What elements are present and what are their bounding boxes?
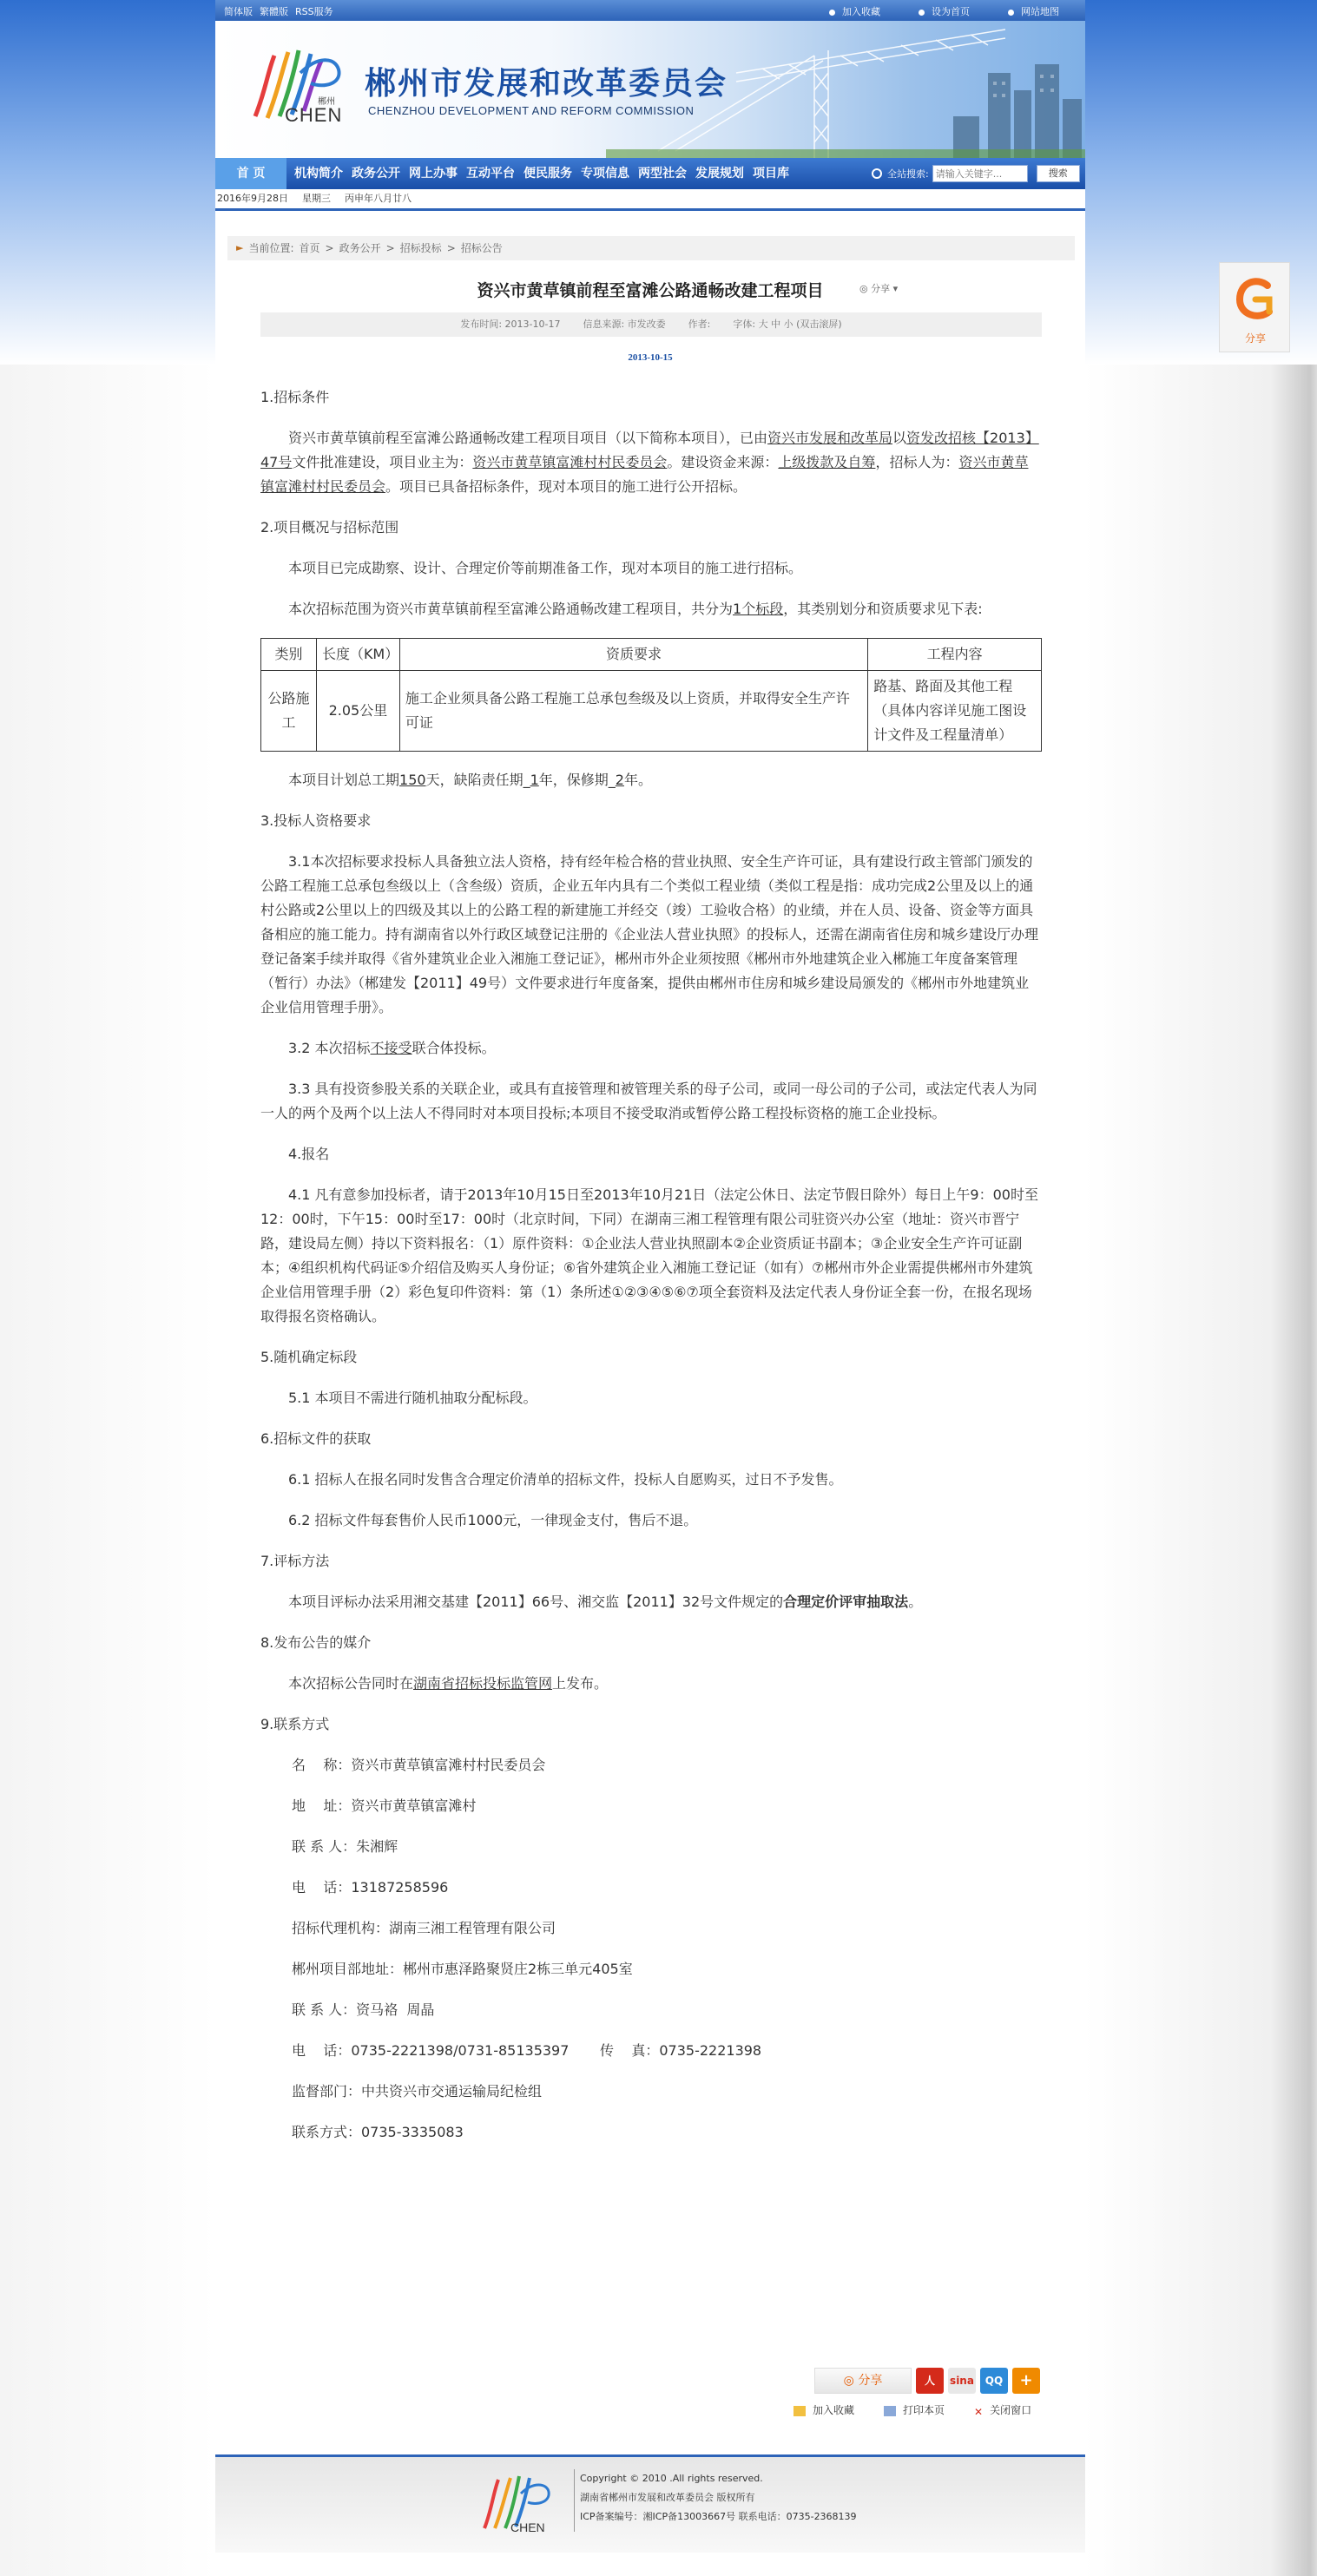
nav-interaction[interactable]: 互动平台	[466, 167, 515, 181]
top-utility-bar	[215, 0, 1085, 21]
table-header-cell: 资质要求	[399, 639, 867, 671]
floating-share-label: 分享	[1244, 332, 1266, 345]
contact-line: 电 话：0735-2221398/0731-85135397 传 真：0735-2221398	[292, 2042, 762, 2059]
lang-simplified-link[interactable]: 简体版	[224, 6, 253, 17]
sky-gradient-left	[0, 0, 215, 365]
article-meta	[260, 312, 1042, 337]
utility-links	[829, 4, 1059, 18]
favorite-icon	[793, 2406, 806, 2416]
search-label: 全站搜索:	[887, 168, 929, 180]
contact-line: 电 话：13187258596	[292, 1879, 449, 1896]
site-subtitle: CHENZHOU DEVELOPMENT AND REFORM COMMISSION	[368, 104, 695, 117]
paragraph: 本次招标公告同时在湖南省招标投标监管网上发布。	[288, 1675, 609, 1692]
page-actions	[793, 2402, 1031, 2417]
sitemap-link[interactable]: 网站地图	[1008, 4, 1059, 18]
breadcrumb-gov-affairs[interactable]: 政务公开	[339, 242, 381, 254]
article-body	[260, 385, 1042, 2161]
section-title: 8.发布公告的媒介	[260, 1634, 372, 1651]
section-title: 9.联系方式	[260, 1716, 330, 1732]
lunar-date: 丙申年八月廿八	[345, 193, 412, 204]
nav-special-info[interactable]: 专项信息	[581, 167, 629, 181]
floating-share-widget[interactable]	[1219, 262, 1290, 352]
section-title: 1.招标条件	[260, 389, 330, 405]
header-banner	[215, 21, 1085, 158]
rss-link[interactable]: RSS服务	[295, 6, 333, 17]
paragraph: 3.2 本次招标不接受联合体投标。	[288, 1040, 496, 1056]
paragraph: 本项目评标办法采用湘交基建【2011】66号、湘交监【2011】32号文件规定的合理定价评审抽取法。	[288, 1594, 923, 1610]
logo-text: CHEN	[285, 104, 343, 126]
table-header-cell: 工程内容	[868, 639, 1042, 671]
bullet-icon	[829, 10, 835, 16]
page-container	[215, 0, 1085, 2576]
contact-line: 联 系 人：朱湘辉	[292, 1838, 398, 1855]
table-cell: 2.05公里	[316, 671, 399, 752]
sina-weibo-share-icon[interactable]: sina	[948, 2368, 976, 2394]
qualification-table	[260, 638, 1042, 752]
contact-line: 地 址：资兴市黄草镇富滩村	[292, 1797, 477, 1814]
print-button[interactable]: 打印本页	[884, 2402, 945, 2417]
language-links	[224, 4, 333, 18]
share-button[interactable]: ◎ 分享	[814, 2368, 912, 2394]
section-title: 2.项目概况与招标范围	[260, 519, 399, 536]
paragraph: 本项目计划总工期150天，缺陷责任期_1年，保修期_2年。	[288, 772, 652, 788]
paragraph: 3.1本次招标要求投标人具备独立法人资格，持有经年检合格的营业执照、安全生产许可证，具有建设行政主管部门颁发的公路工程施工总承包叁级以上（含叁级）资质，企业五年内具有二个类似工程业绩（类似工程是指：成功完成2公里及以上的通村公路或2公里以上的四级及其以上的公路工程的新建施工并经交（竣）工验收合格）的业绩，并在人员、设备、资金等方面具备相应的施工能力。持有湖南省以外行政区域登记注册的《企业法人营业执照》的投标人，还需在湖南省住房和城乡建设厅办理登记备案手续并取得《省外建筑业企业入湘施工登记证》，郴州市外企业须按照《郴州市外地建筑企业入郴施工年度备案管理（暂行）办法》（郴建发【2011】49号）文件要求进行年度备案，提供由郴州市住房和城乡建设局颁发的《郴州市外地建筑业企业信用管理手册》。	[260, 853, 1039, 1015]
nav-planning[interactable]: 发展规划	[695, 167, 744, 181]
close-icon: ✕	[974, 2405, 984, 2418]
header-divider	[215, 208, 1085, 211]
breadcrumb	[227, 236, 1075, 260]
table-cell: 公路施工	[261, 671, 317, 752]
footer-logo-icon	[476, 2468, 571, 2537]
search-icon	[872, 168, 882, 179]
publish-time: 发布时间: 2013-10-17	[460, 319, 561, 330]
table-header-cell: 类别	[261, 639, 317, 671]
nav-public-services[interactable]: 便民服务	[524, 167, 572, 181]
logo-city-text: 郴州	[318, 97, 335, 107]
footer-copyright: Copyright © 2010 .All rights reserved.	[580, 2473, 763, 2484]
section-title: 3.投标人资格要求	[260, 812, 372, 829]
search-input[interactable]	[932, 165, 1028, 182]
nav-gov-affairs[interactable]: 政务公开	[352, 167, 400, 181]
paragraph: 资兴市黄草镇前程至富滩公路通畅改建工程项目项目（以下简称本项目），已由资兴市发展和改革局以资发改招核【2013】47号文件批准建设，项目业主为：资兴市黄草镇富滩村村民委员会。建设资金来源：上级拨款及自筹，招标人为：资兴市黄草镇富滩村村民委员会。项目已具备招标条件，现对本项目的施工进行公开招标。	[260, 430, 1039, 495]
breadcrumb-sep: >	[325, 242, 334, 254]
section-title: 4.报名	[288, 1146, 330, 1162]
info-source: 信息来源: 市发改委	[583, 319, 666, 330]
paragraph: 3.3 具有投资参股关系的关联企业，或具有直接管理和被管理关系的母子公司，或同一母公司的子公司，或法定代表人为同一人的两个及两个以上法人不得同时对本项目投标;本项目不接受取消或暂停公路工程投标资格的施工企业投标。	[260, 1081, 1037, 1121]
print-icon	[884, 2406, 896, 2416]
more-share-icon[interactable]: +	[1012, 2368, 1040, 2394]
breadcrumb-sep: >	[446, 242, 456, 254]
section-title: 6.招标文件的获取	[260, 1430, 372, 1447]
footer-separator	[574, 2469, 575, 2532]
paragraph: 本次招标范围为资兴市黄草镇前程至富滩公路通畅改建工程项目，共分为1个标段，其类别划分和资质要求见下表:	[288, 601, 983, 617]
section-title: 5.随机确定标段	[260, 1349, 358, 1365]
table-row	[261, 671, 1042, 752]
renren-share-icon[interactable]: 人	[916, 2368, 944, 2394]
nav-two-type-society[interactable]: 两型社会	[638, 167, 687, 181]
current-date: 2016年9月28日	[217, 193, 288, 204]
nav-home[interactable]: 首 页	[215, 158, 286, 189]
bullet-icon	[1008, 10, 1014, 16]
add-favorite-button[interactable]: 加入收藏	[793, 2402, 854, 2417]
footer-text	[580, 2469, 857, 2527]
table-header-cell: 长度（KM）	[316, 639, 399, 671]
share-bar	[814, 2368, 1042, 2394]
site-search	[872, 165, 1080, 182]
article-date: 2013-10-15	[628, 352, 673, 363]
site-title: 郴州市发展和改革委员会	[365, 66, 728, 102]
city-crane-illustration-icon	[606, 21, 1085, 158]
table-cell: 路基、路面及其他工程（具体内容详见施工图设计文件及工程量清单）	[868, 671, 1042, 752]
paragraph: 本项目已完成勘察、设计、合理定价等前期准备工作，现对本项目的施工进行招标。	[288, 560, 803, 576]
share-logo-icon	[1229, 273, 1281, 325]
add-favorite-link[interactable]: 加入收藏	[829, 4, 880, 18]
breadcrumb-bidding[interactable]: 招标投标	[399, 242, 442, 254]
nav-items	[215, 158, 793, 189]
hunan-bidding-link[interactable]: 湖南省招标投标监管网	[413, 1675, 553, 1692]
contact-line: 招标代理机构：湖南三湘工程管理有限公司	[292, 1920, 556, 1936]
page-background-left	[0, 0, 215, 2576]
current-weekday: 星期三	[302, 193, 331, 204]
search-button[interactable]: 搜索	[1037, 165, 1080, 182]
paragraph: 5.1 本项目不需进行随机抽取分配标段。	[288, 1390, 537, 1406]
contact-line: 名 称：资兴市黄草镇富滩村村民委员会	[292, 1757, 546, 1773]
paragraph: 6.2 招标文件每套售价人民币1000元，一律现金支付，售后不退。	[288, 1512, 698, 1528]
contact-line: 监督部门：中共资兴市交通运输局纪检组	[292, 2083, 543, 2100]
article-title: 资兴市黄草镇前程至富滩公路通畅改建工程项目	[477, 281, 824, 300]
table-cell: 施工企业须具备公路工程施工总承包叁级及以上资质，并取得安全生产许可证	[399, 671, 867, 752]
footer	[215, 2457, 1085, 2553]
contact-line: 郴州项目部地址：郴州市惠泽路聚贤庄2栋三单元405室	[292, 1961, 633, 1977]
paragraph: 6.1 招标人在报名同时发售含合理定价清单的招标文件，投标人自愿购买，过日不予发售。	[288, 1471, 843, 1488]
page-background-right	[1084, 0, 1317, 2576]
author: 作者:	[688, 319, 711, 330]
footer-icp: ICP备案编号：湘ICP备13003667号 联系电话：0735-2368139	[580, 2511, 857, 2522]
footer-owner: 湖南省郴州市发展和改革委员会 版权所有	[580, 2492, 755, 2503]
nav-about[interactable]: 机构简介	[294, 167, 343, 181]
breadcrumb-sep: >	[385, 242, 395, 254]
section-title: 7.评标方法	[260, 1553, 330, 1569]
article-share-link[interactable]: ◎ 分享 ▾	[859, 283, 899, 294]
nav-online-services[interactable]: 网上办事	[409, 167, 458, 181]
date-bar	[215, 189, 1085, 208]
main-nav	[215, 158, 1085, 189]
breadcrumb-notice[interactable]: 招标公告	[460, 242, 503, 254]
contact-line: 联 系 人：资马袼 周晶	[292, 2001, 435, 2018]
breadcrumb-home[interactable]: 首页	[299, 242, 320, 254]
breadcrumb-prefix: 当前位置:	[248, 242, 294, 254]
font-size-controls[interactable]: 字体: 大 中 小 (双击滚屏)	[733, 319, 842, 330]
qq-share-icon[interactable]: QQ	[980, 2368, 1008, 2394]
contact-line: 联系方式：0735-3335083	[292, 2124, 464, 2140]
table-header-row	[261, 639, 1042, 671]
lang-traditional-link[interactable]: 繁體版	[260, 6, 288, 17]
close-window-button[interactable]: ✕ 关闭窗口	[974, 2404, 1032, 2418]
breadcrumb-arrow-icon: ►	[236, 242, 244, 253]
paragraph: 4.1 凡有意参加投标者，请于2013年10月15日至2013年10月21日（法定公休日、法定节假日除外）每日上午9：00时至12：00时，下午15：00时至17：00时（北京时间，下同）在湖南三湘工程管理有限公司驻资兴办公室（地址：资兴市晋宁路，建设局左侧）持以下资料报名：（1）原件资料：①企业法人营业执照副本②企业资质证书副本；③企业安全生产许可证副本；④组织机构代码证⑤介绍信及购买人身份证；⑥省外建筑企业入湘施工登记证（如有）⑦郴州市外企业需提供郴州市外建筑企业信用管理手册（2）彩色复印件资料：第（1）条所述①②③④⑤⑥⑦项全套资料及法定代表人身份证全套一份，在报名现场取得报名资格确认。	[260, 1186, 1038, 1324]
nav-project-library[interactable]: 项目库	[753, 167, 789, 181]
bullet-icon	[919, 10, 925, 16]
set-homepage-link[interactable]: 设为首页	[919, 4, 970, 18]
svg-text:CHEN: CHEN	[510, 2520, 545, 2534]
